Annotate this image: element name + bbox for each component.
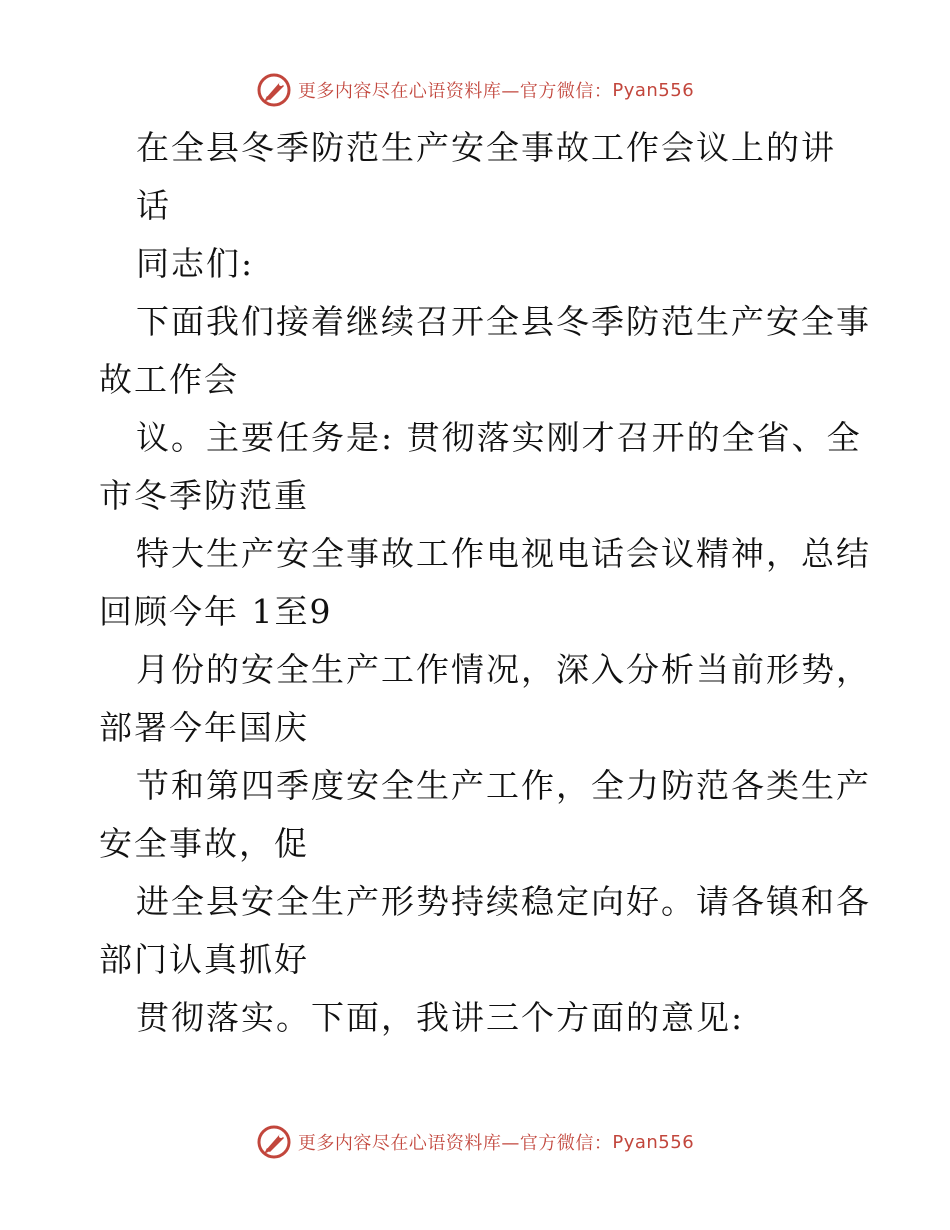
body-line: 节和第四季度安全生产工作，全力防范各类生产 bbox=[136, 766, 871, 805]
body-line: 部署今年国庆 bbox=[99, 708, 309, 747]
body-line: 部门认真抓好 bbox=[99, 940, 309, 979]
watermark-wechat-id: Pyan556 bbox=[612, 79, 695, 101]
body-line: 故工作会 bbox=[99, 360, 239, 399]
body-line: 市冬季防范重 bbox=[99, 476, 309, 515]
watermark-text: 更多内容尽在心语资料库—官方微信： bbox=[297, 81, 613, 102]
pen-logo-icon bbox=[256, 1124, 292, 1160]
body-line: 安全事故，促 bbox=[99, 824, 309, 863]
body-line: 议。主要任务是: 贯彻落实刚才召开的全省、全 bbox=[136, 418, 862, 457]
document-title-line-2: 话 bbox=[136, 186, 171, 225]
document-title-line-1: 在全县冬季防范生产安全事故工作会议上的讲 bbox=[136, 128, 836, 167]
body-line: 回顾今年 1至9 bbox=[99, 592, 333, 631]
footer-watermark bbox=[0, 1124, 950, 1160]
watermark-wechat-id: Pyan556 bbox=[612, 1131, 695, 1153]
watermark-text: 更多内容尽在心语资料库—官方微信： bbox=[297, 1133, 613, 1154]
body-line: 贯彻落实。下面，我讲三个方面的意见: bbox=[136, 998, 745, 1037]
body-line: 月份的安全生产工作情况，深入分析当前形势， bbox=[136, 650, 871, 689]
body-line: 同志们: bbox=[136, 244, 255, 283]
body-line: 进全县安全生产形势持续稳定向好。请各镇和各 bbox=[136, 882, 871, 921]
body-line: 特大生产安全事故工作电视电话会议精神，总结 bbox=[136, 534, 871, 573]
body-line: 下面我们接着继续召开全县冬季防范生产安全事 bbox=[136, 302, 871, 341]
